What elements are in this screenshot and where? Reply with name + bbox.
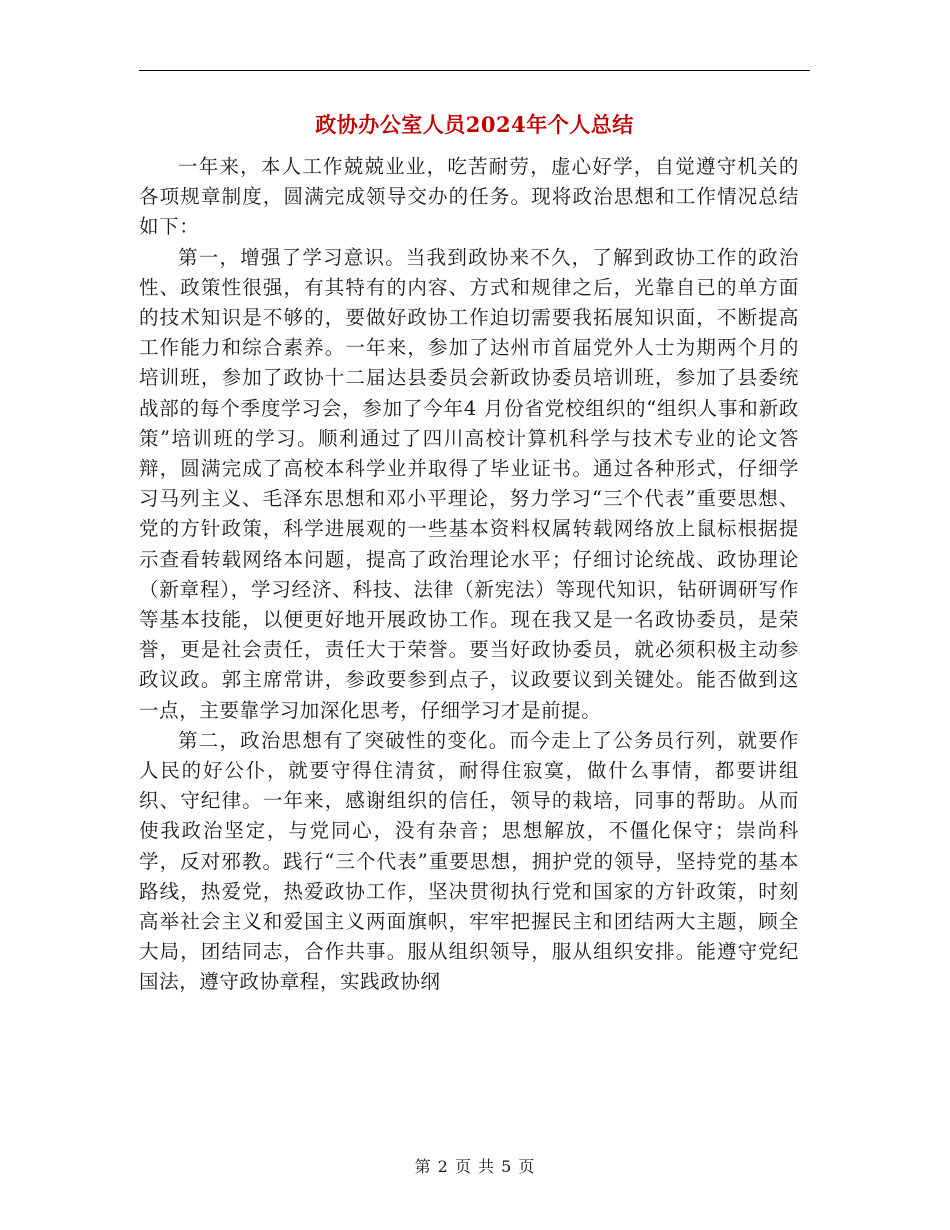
header-rule <box>139 70 810 71</box>
paragraph-intro: 一年来，本人工作兢兢业业，吃苦耐劳，虚心好学，自觉遵守机关的各项规章制度，圆满完成领导交办的任务。现将政治思想和工作情况总结如下： <box>139 155 799 239</box>
document-title: 政协办公室人员2024年个人总结 <box>315 112 634 137</box>
paragraph-first-point: 第一，增强了学习意识。当我到政协来不久，了解到政协工作的政治性、政策性很强，有其特有的内容、方式和规律之后，光靠自已的单方面的技术知识是不够的，要做好政协工作迫切需要我拓展知识面，不断提高工作能力和综合素养。一年来，参加了达州市首届党外人士为期两个月的培训班，参加了政协十二届达县委员会新政协委员培训班，参加了县委统战部的每个季度学习会，参加了今年4 月份省党校组织的“组织人事和新政策”培训班的学习。顺利通过了四川高校计算机科学与技术专业的论文答辩，圆满完成了高校本科学业并取得了毕业证书。通过各种形式，仔细学习马列主义、毛泽东思想和邓小平理论，努力学习“三个代表”重要思想、党的方针政策，科学进展观的一些基本资料权属转载网络放上鼠标根据提示查看转载网络本问题，提高了政治理论水平；仔细讨论统战、政协理论（新章程），学习经济、科技、法律（新宪法）等现代知识，钻研调研写作等基本技能，以便更好地开展政协工作。现在我又是一名政协委员，是荣誉，更是社会责任，责任大于荣誉。要当好政协委员，就必须积极主动参政议政。郭主席常讲，参政要参到点子，议政要议到关键处。能否做到这一点，主要靠学习加深化思考，仔细学习才是前提。 <box>139 245 799 722</box>
paragraph-second-point: 第二，政治思想有了突破性的变化。而今走上了公务员行列，就要作人民的好公仆，就要守得住清贫，耐得住寂寞，做什么事情，都要讲组织、守纪律。一年来，感谢组织的信任，领导的栽培，同事的帮助。从而使我政治坚定，与党同心，没有杂音；思想解放，不僵化保守；崇尚科学，反对邪教。践行“三个代表”重要思想，拥护党的领导，坚持党的基本路线，热爱党，热爱政协工作，坚决贯彻执行党和国家的方针政策，时刻高举社会主义和爱国主义两面旗帜，牢牢把握民主和团结两大主题，顾全大局，团结同志，合作共事。服从组织领导，服从组织安排。能遵守党纪国法，遵守政协章程，实践政协纲 <box>139 728 799 994</box>
document-body <box>139 152 799 998</box>
page-number-footer: 第 2 页 共 5 页 <box>414 1157 536 1176</box>
